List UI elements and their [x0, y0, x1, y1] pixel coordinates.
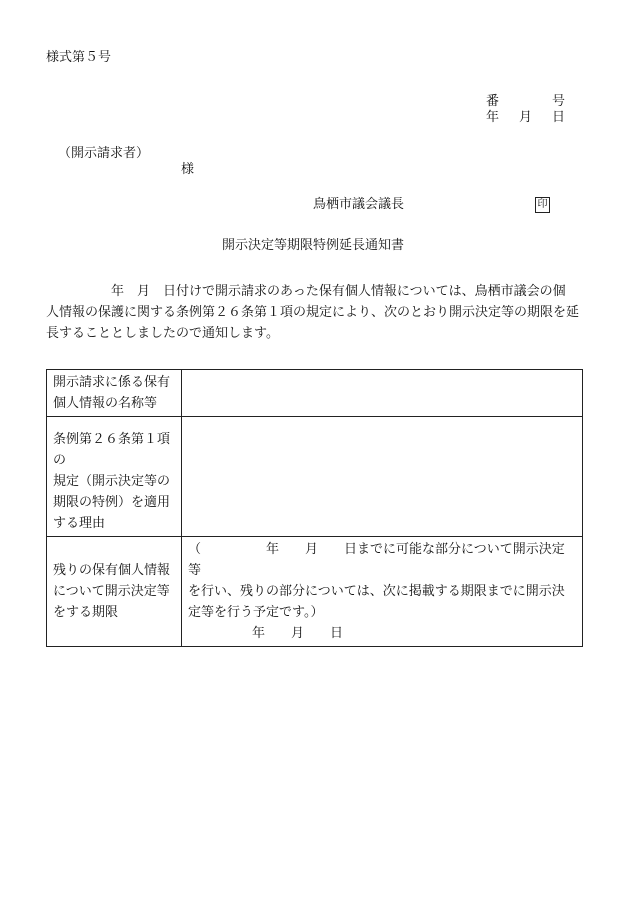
seal-mark: 印 [535, 197, 550, 213]
date-month: 月 [519, 110, 533, 125]
issuer-name: 鳥栖市議会議長 [313, 197, 405, 212]
notice-body [46, 281, 586, 344]
row1-label: 開示請求に係る保有 個人情報の名称等 [47, 370, 182, 417]
honorific: 様 [181, 162, 195, 177]
date-year: 年 [486, 110, 500, 125]
row1-value [182, 370, 583, 417]
table-row [47, 370, 583, 417]
date-day: 日 [552, 110, 566, 125]
body-line: 年 月 日付けで開示請求のあった保有個人情報については、鳥栖市議会の個 [46, 284, 566, 299]
row3-date: 年 月 日 [252, 626, 344, 641]
table-row [47, 537, 583, 647]
row3-label: 残りの保有個人情報 について開示決定等 をする期限 [47, 537, 182, 647]
body-line: 長することとしましたので通知します。 [46, 326, 279, 341]
document-title: 開示決定等期限特例延長通知書 [222, 238, 405, 253]
requester-label: （開示請求者） [58, 146, 150, 161]
body-line: 人情報の保護に関する条例第２６条第１項の規定により、次のとおり開示決定等の期限を延 [46, 305, 580, 320]
info-table [46, 369, 583, 647]
table-row [47, 417, 583, 537]
form-number: 様式第５号 [46, 50, 112, 65]
number-label: 番 [486, 94, 500, 109]
row2-value [182, 417, 583, 537]
row3-value: （ 年 月 日までに可能な部分について開示決定等 を行い、残りの部分については、次に掲載する期限までに開示決 定等を行う予定です。） 年 月 日 [182, 537, 583, 647]
number-suffix: 号 [552, 94, 566, 109]
row2-label: 条例第２６条第１項の 規定（開示決定等の 期限の特例）を適用 する理由 [47, 417, 182, 537]
